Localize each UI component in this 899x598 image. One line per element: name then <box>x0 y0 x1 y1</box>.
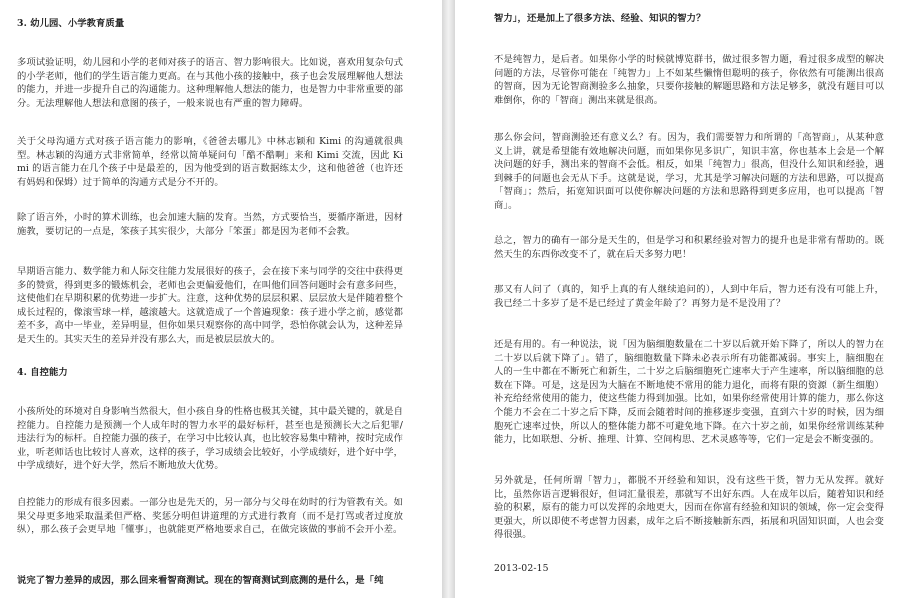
page-gutter <box>442 0 455 598</box>
paragraph: 总之，智力的确有一部分是天生的，但是学习和积累经验对智力的提升也是非常有帮助的。既然天生的东西你改变不了，就在后天多努力吧！ <box>494 235 884 260</box>
paragraph: 早期语言能力、数学能力和人际交往能力发展很好的孩子，会在接下来与同学的交往中获得更多的赞赏，得到更多的锻炼机会，老师也会更偏爱他们，在叫他们回答问题时会有意多问些，这使他们在早期积累的优势进一步扩大。注意，这种优势的层层积累、层层放大是伴随着整个成长过程的，像滚雪球一样，越滚越大。这就造成了一个普遍现象：孩子进小学之前，感觉都差不多，高中一毕业，差异明显，但你如果只观察你的高中同学，恐怕你就会认为，这种差异是天生的。其实天生的差异并没有那么大，而是被层层放大的。 <box>17 266 403 345</box>
section-heading-3: 3. 幼儿园、小学教育质量 <box>17 18 125 29</box>
paragraph: 小孩所处的环境对自身影响当然很大，但小孩自身的性格也极其关键，其中最关键的，就是自控能力。自控能力是预测一个人成年时的智力水平的最好标杆，甚至也是预测长大之后犯罪/违法行为的标杆。自控能力强的孩子，在学习中比较认真，也比较容易集中精神，按时完成作业，听老师话也比较讨人喜欢，这样的孩子，学习成绩会比较好，小学成绩好，进个好中学，中学成绩好，进个好大学，然后不断地放大优势。 <box>17 406 403 472</box>
paragraph-continued: 说完了智力差异的成因，那么回来看智商测试。现在的智商测试到底测的是什么，是「纯 <box>17 575 384 586</box>
paragraph: 不是纯智力，是后者。如果你小学的时候就博览群书，做过很多智力题，看过很多成型的解决问题的方法，尽管你可能在「纯智力」上不如某些懒惰但聪明的孩子，你依然有可能测出很高的智商，因为无论智商测验多么抽象，只要你接触的解题思路和方法足够多，就没有题目可以难倒你，你的「智商」测出来就是很高。 <box>494 54 884 106</box>
left-page <box>0 0 442 598</box>
paragraph: 多项试验证明，幼儿园和小学的老师对孩子的语言、智力影响很大。比如说，喜欢用复杂句式的小学老师，他们的学生语言能力更高。在与其他小孩的接触中，孩子也会发展理解他人想法的能力，并进一步提升自己的沟通能力。这种理解他人想法的能力，也是智力中非常重要的部分。无法理解他人想法和意图的孩子，一般来说也有严重的智力障碍。 <box>17 57 403 109</box>
paragraph: 那么你会问，智商测验还有意义么？有。因为，我们需要智力和所谓的「高智商」，从某种意义上讲，就是希望能有效地解决问题，而如果你见多识广，知识丰富，你也基本上会是一个解决问题的好手，测出来的智商不会低。相反，如果「纯智力」很高，但没什么知识和经验，遇到棘手的问题也会无从下手。这就是说，学习，尤其是学习解决问题的方法和思路，可以提高「智商」；然后，拓宽知识面可以使你解决问题的方法和思路得到更多应用，也可以提高「智商」。 <box>494 132 884 211</box>
paragraph: 除了语言外，小时的算术训练，也会加速大脑的发育。当然，方式要恰当，要循序渐进，因材施教，要切记的一点是，笨孩子其实很少，大部分「笨蛋」都是因为老师不会教。 <box>17 212 403 237</box>
paragraph: 还是有用的。有一种说法，说「因为脑细胞数量在二十岁以后就开始下降了，所以人的智力在二十岁以后就下降了」。错了，脑细胞数量下降未必表示所有功能都减弱。事实上，脑细胞在人的一生中都在不断死亡和新生，二十岁之后脑细胞死亡速率大于产生速率，所以脑细胞的总数在下降。可是，这是因为大脑在不断地使不常用的能力退化，而将有限的资源（新生细胞）补充给经常使用的能力，使这些能力得到加强。比如，如果你经常使用计算的能力，那么你这个能力不会在二十岁之后下降，反而会随着时间的推移逐步变强，直到六十岁的时候，因为细胞死亡速率过快，所以人的整体能力都不可避免地下降。在六十岁之前，如果你经常训练某种能力，比如联想、分析、推理、计算、空间构思、艺术灵感等等，它们一定是会不断变强的。 <box>494 339 884 446</box>
right-page <box>455 0 899 598</box>
section-heading-4: 4. 自控能力 <box>17 367 68 378</box>
paragraph: 自控能力的形成有很多因素。一部分也是先天的，另一部分与父母在幼时的行为管教有关。如果父母更多地采取温柔但严格、奖惩分明但讲道理的方式进行教育（而不是打骂或者过度放纵），那么孩子会更早地「懂事」，也就能更严格地要求自己，在做完该做的事前不会开小差。 <box>17 497 403 536</box>
paragraph: 关于父母沟通方式对孩子语言能力的影响，《爸爸去哪儿》中林志颖和 Kimi 的沟通就很典型。林志颖的沟通方式非常简单，经常以简单疑问句「酷不酷啊」来和 Kimi 交流，因此 Kimi 的语言能力在几个孩子中是最差的，因为他受到的语言数据练太少，这和他爸爸（也许还有妈妈和保姆）过于简单的沟通方式是分不开的。 <box>17 136 403 188</box>
paragraph: 另外就是，任何所谓「智力」，都脱不开经验和知识，没有这些干货，智力无从发挥。就好比，虽然你语言逻辑很好，但词汇量很差，那就写不出好东西。人在成年以后，随着知识和经验的积累，原有的能力可以发挥的余地更大，因而在你富有经验和知识的领域，你一定会变得更强大，所以即使不考虑智力因素，成年之后不断接触新东西，拓展和巩固知识面，人也会变得很强。 <box>494 475 884 541</box>
paragraph: 那又有人问了（真的，知乎上真的有人继续追问的），人到中年后，智力还有没有可能上升，我已经二十多岁了是不是已经过了黄金年龄了？再努力是不是没用了？ <box>494 284 884 309</box>
date-stamp: 2013-02-15 <box>494 563 549 574</box>
paragraph-continuation: 智力」，还是加上了很多方法、经验、知识的智力？ <box>494 13 706 24</box>
